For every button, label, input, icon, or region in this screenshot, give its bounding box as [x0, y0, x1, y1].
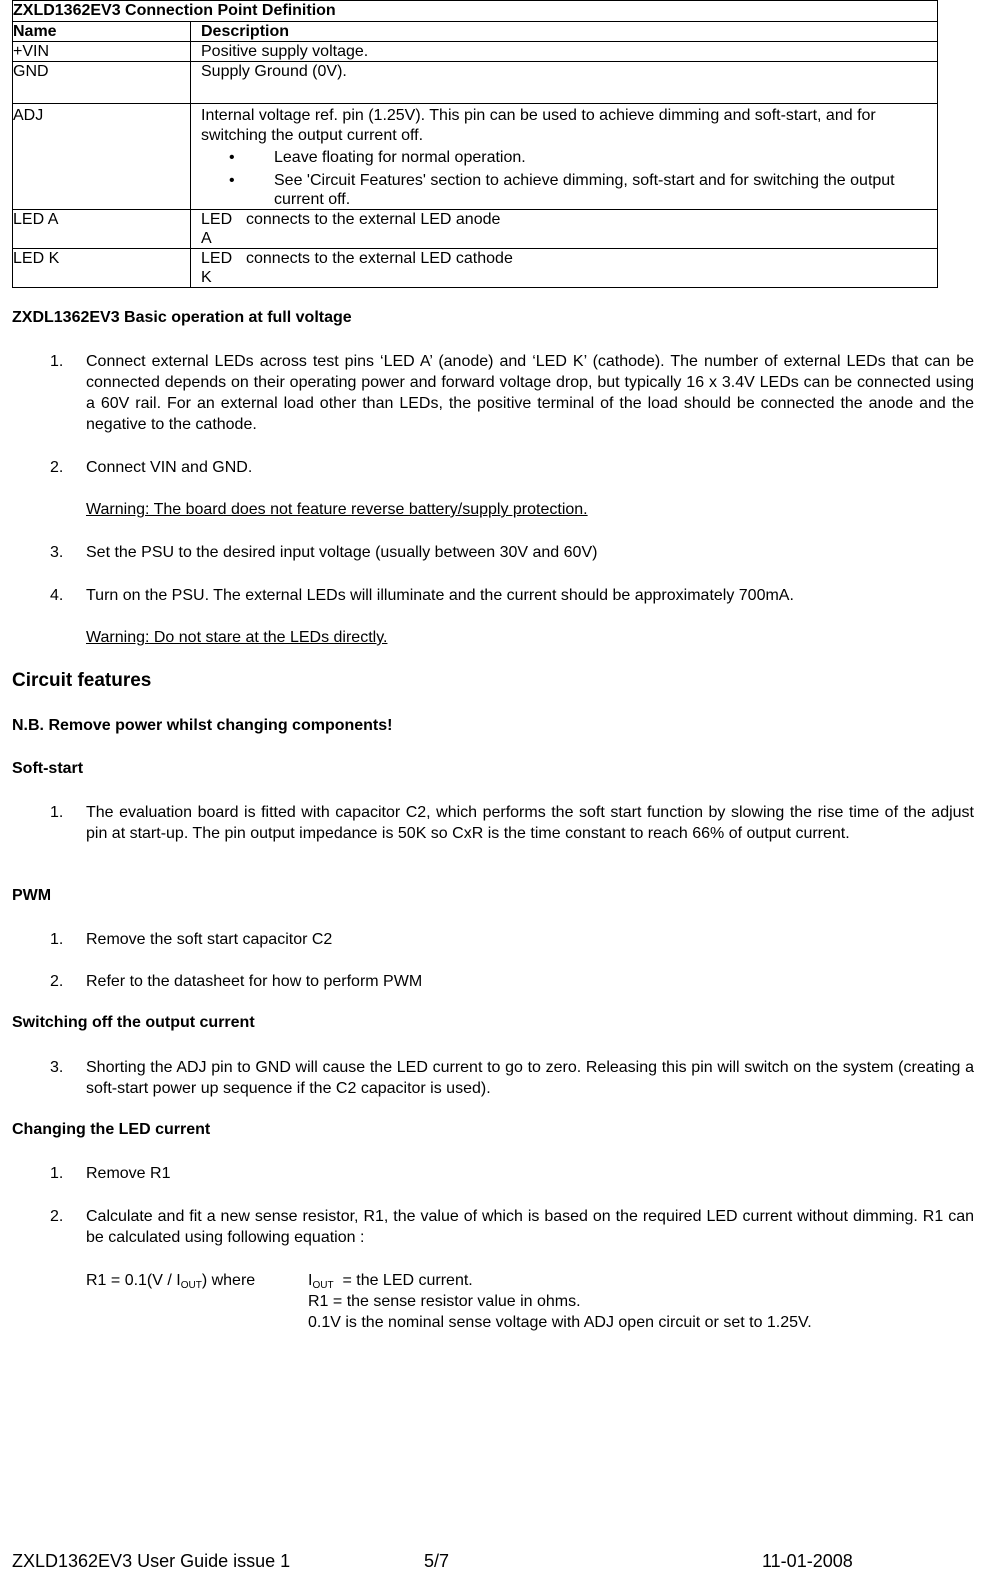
iout-definition: = the LED current.: [333, 1272, 473, 1289]
list-item: [50, 542, 974, 563]
item-text: Connect VIN and GND.: [86, 459, 253, 476]
pin-name: LED A: [13, 210, 191, 249]
footer-guide-title: ZXLD1362EV3 User Guide issue 1: [12, 1551, 291, 1571]
table-header-name: Name: [13, 22, 191, 42]
adj-description: Internal voltage ref. pin (1.25V). This pin can be used to achieve dimming and soft-start, and for switching the output current off.: [201, 107, 876, 144]
bullet-text: See 'Circuit Features' section to achieve dimming, soft-start and for switching the output current off.: [274, 172, 895, 208]
equation-definitions: [308, 1270, 928, 1333]
pin-description: [191, 249, 938, 288]
bullet-item: [229, 171, 931, 209]
table-row: [13, 62, 938, 104]
item-number: 4.: [50, 587, 64, 604]
list-item: [50, 585, 974, 606]
definition-line: 0.1V is the nominal sense voltage with ADJ open circuit or set to 1.25V.: [308, 1314, 812, 1331]
pin-description: [191, 104, 938, 210]
item-number: 1.: [50, 1165, 64, 1182]
list-item: [50, 929, 974, 950]
item-number: 3.: [50, 544, 64, 561]
pin-name: GND: [13, 62, 191, 104]
item-number: 1.: [50, 931, 64, 948]
list-item: [50, 1206, 974, 1248]
item-text: Turn on the PSU. The external LEDs will illuminate and the current should be approximately 700mA.: [86, 587, 794, 604]
item-text: Shorting the ADJ pin to GND will cause the LED current to go to zero. Releasing this pin will switch on the system (creating a soft-start power up sequence if the C2 capacitor is used).: [86, 1059, 974, 1097]
item-text: Calculate and fit a new sense resistor, R1, the value of which is based on the required LED current without dimming. R1 can be calculated using following equation :: [86, 1208, 974, 1246]
iout-symbol: I: [308, 1272, 313, 1289]
table-row: [13, 104, 938, 210]
item-text: Set the PSU to the desired input voltage (usually between 30V and 60V): [86, 544, 598, 561]
pin-description: [191, 210, 938, 249]
table-row: [13, 210, 938, 249]
pin-text: connects to the external LED anode: [246, 211, 501, 228]
list-item: [50, 351, 974, 435]
equation-lhs-b: ) where: [201, 1272, 256, 1289]
bullet-text: Leave floating for normal operation.: [274, 149, 526, 166]
definition-line: R1 = the sense resistor value in ohms.: [308, 1293, 581, 1310]
equation-lhs: [86, 1270, 255, 1291]
item-number: 1.: [50, 353, 64, 370]
pin-name: LED K: [13, 249, 191, 288]
table-row: [13, 249, 938, 288]
item-number: 3.: [50, 1059, 64, 1076]
pin-name: +VIN: [13, 42, 191, 62]
table-title: ZXLD1362EV3 Connection Point Definition: [13, 1, 938, 22]
footer-page-number: 5/7: [424, 1551, 450, 1571]
item-text: The evaluation board is fitted with capacitor C2, which performs the soft start function by slowing the rise time of the adjust pin at start-up. The pin output impedance is 50K so CxR is the time constant to reach 66% of output current.: [86, 804, 974, 842]
table-header-description: Description: [191, 22, 938, 42]
pin-text: connects to the external LED cathode: [246, 250, 513, 267]
list-item: [50, 802, 974, 844]
bullet-icon: •: [229, 149, 235, 166]
circuit-features-heading: Circuit features: [12, 670, 152, 691]
footer-date: 11-01-2008: [762, 1551, 853, 1571]
switching-off-heading: Switching off the output current: [12, 1014, 255, 1031]
item-number: 2.: [50, 459, 64, 476]
connection-point-table: [12, 0, 938, 288]
item-number: 2.: [50, 1208, 64, 1225]
item-text: Connect external LEDs across test pins ‘LED A’ (anode) and ‘LED K’ (cathode). The number of external LEDs that can be connected depends on their operating power and forward voltage drop, but typically 16 x 3.4V LEDs can be connected using a 60V rail. For an external load other than LEDs, the positive terminal of the load should be connected the anode and the negative to the cathode.: [86, 353, 974, 433]
warning-note: Warning: Do not stare at the LEDs directly.: [86, 629, 388, 646]
nb-note: N.B. Remove power whilst changing components!: [12, 717, 393, 734]
equation-lhs-subscript: OUT: [180, 1280, 202, 1291]
pin-description: Positive supply voltage.: [191, 42, 938, 62]
bullet-item: [229, 148, 931, 167]
pin-name: ADJ: [13, 104, 191, 210]
list-item: [50, 1057, 974, 1099]
bullet-icon: •: [229, 172, 235, 189]
basic-operation-heading: ZXDL1362EV3 Basic operation at full voltage: [12, 309, 352, 326]
list-item: [50, 457, 974, 478]
item-number: 2.: [50, 973, 64, 990]
changing-led-current-heading: Changing the LED current: [12, 1121, 211, 1138]
warning-note: Warning: The board does not feature reverse battery/supply protection.: [86, 501, 588, 518]
pin-description: Supply Ground (0V).: [191, 62, 938, 104]
equation-lhs-a: R1 = 0.1(V / I: [86, 1272, 181, 1289]
list-item: [50, 971, 974, 992]
item-text: Remove R1: [86, 1165, 171, 1182]
list-item: [50, 1163, 974, 1184]
item-number: 1.: [50, 804, 64, 821]
pwm-heading: PWM: [12, 887, 52, 904]
pin-label: LED K: [201, 250, 233, 286]
iout-subscript: OUT: [312, 1280, 334, 1291]
definition-line: [308, 1270, 928, 1291]
item-text: Refer to the datasheet for how to perform PWM: [86, 973, 423, 990]
pin-label: LED A: [201, 211, 233, 247]
item-text: Remove the soft start capacitor C2: [86, 931, 333, 948]
soft-start-heading: Soft-start: [12, 760, 84, 777]
table-row: [13, 42, 938, 62]
